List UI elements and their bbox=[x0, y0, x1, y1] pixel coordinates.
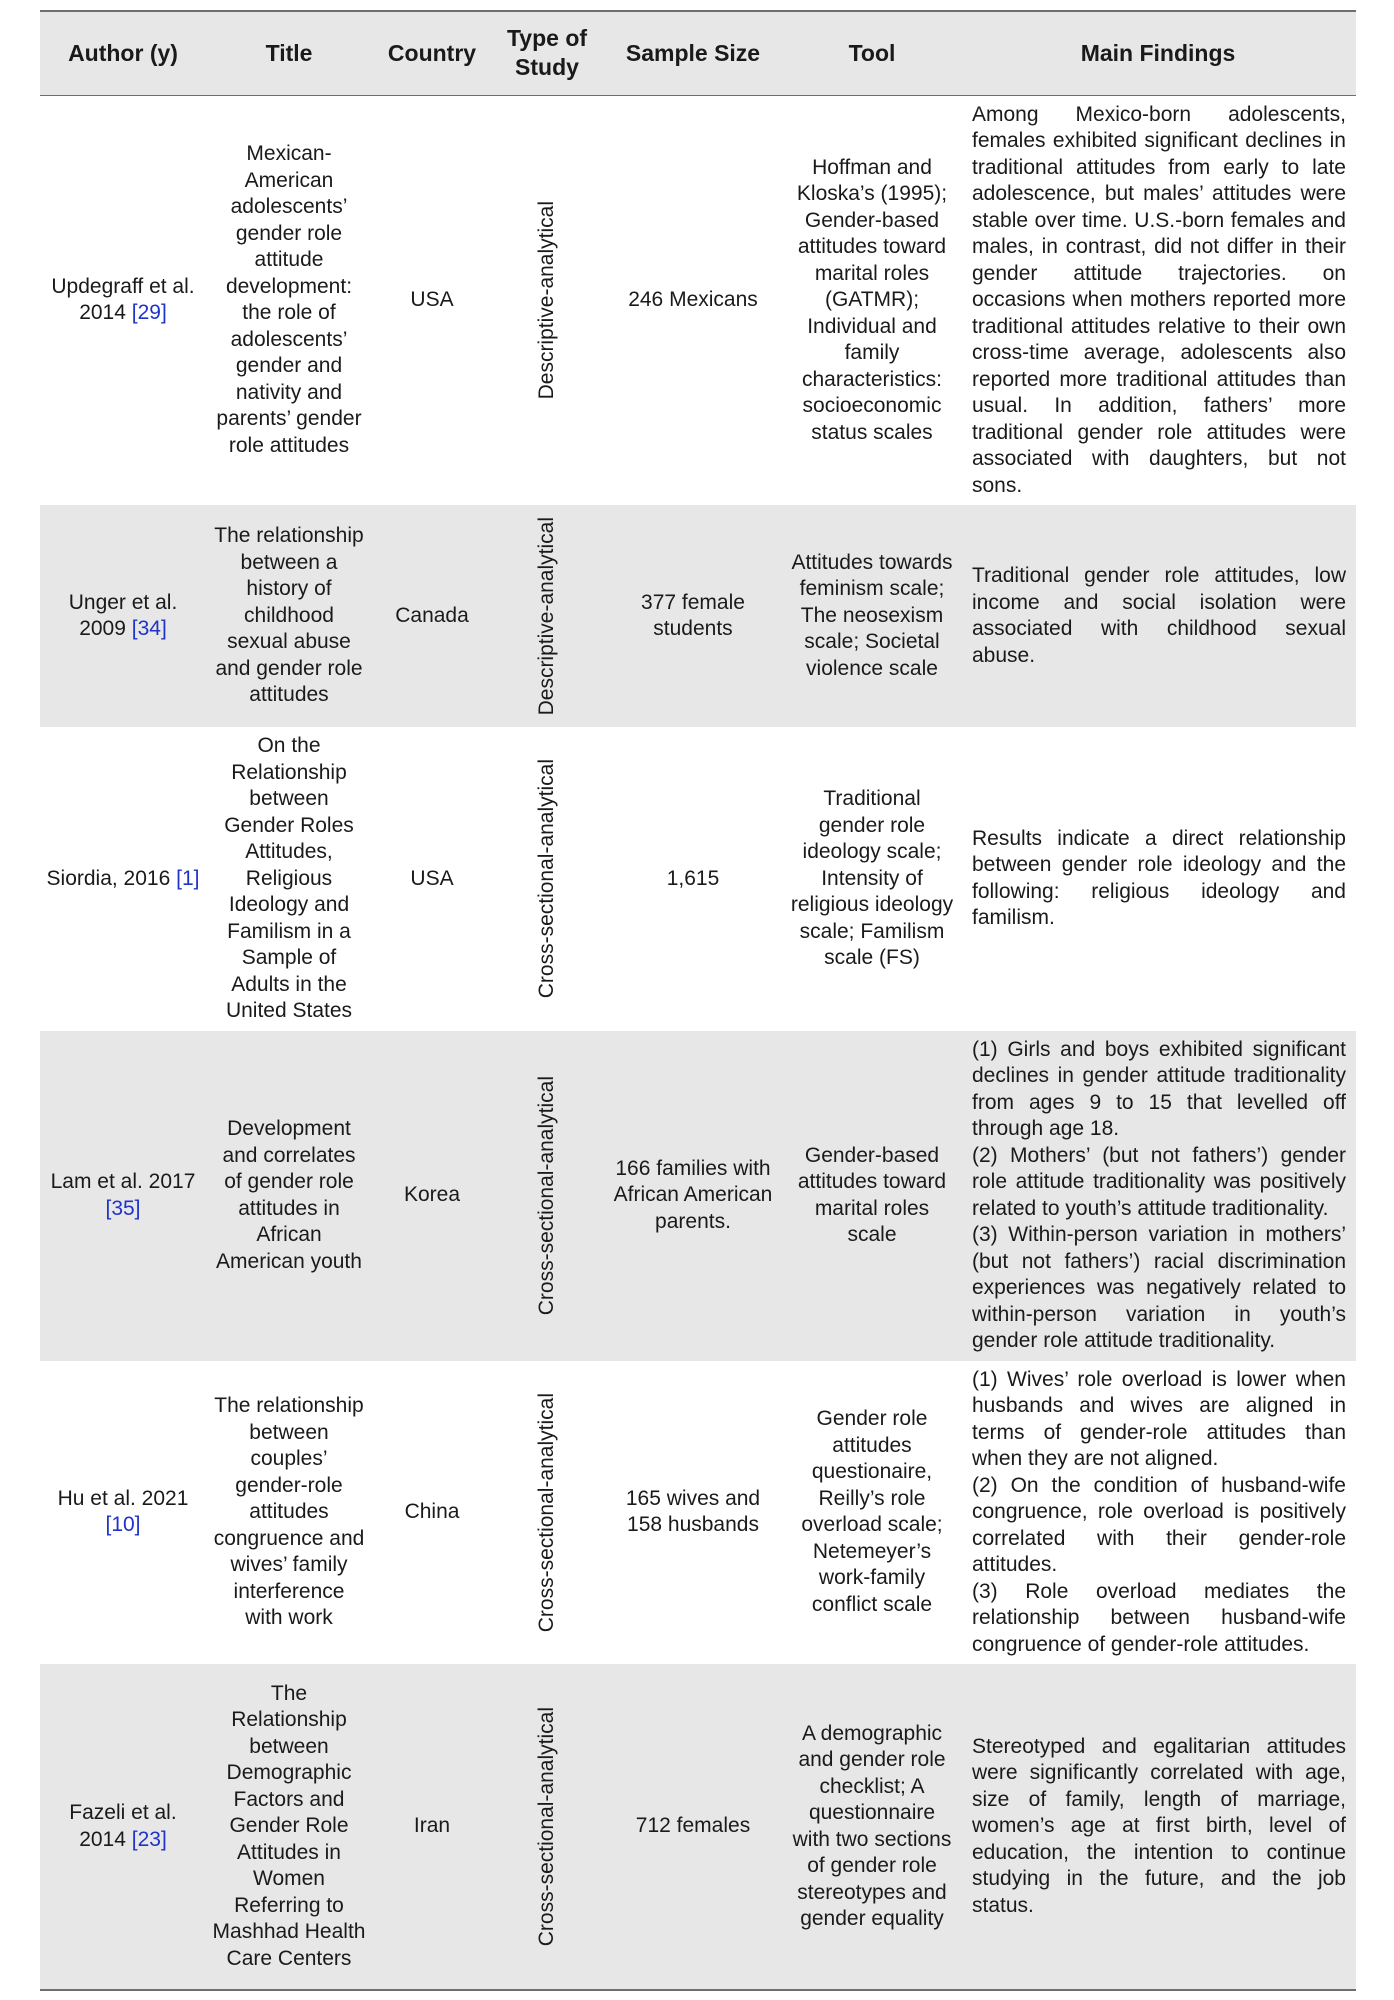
table-row bbox=[40, 727, 1356, 1031]
citation-link[interactable]: [29] bbox=[131, 301, 167, 325]
header-sample-size: Sample Size bbox=[625, 39, 761, 66]
findings-cell: Stereotyped and egalitarian attitudes were significantly correlated with age, size of family, length of marriage, women’s age at first birth, level of education, the intention to continue studying in the future, and the job status. bbox=[972, 1734, 1346, 1917]
country-cell: Canada bbox=[395, 603, 469, 627]
tool-cell: Attitudes towards feminism scale; The neosexism scale; Societal violence scale bbox=[791, 550, 953, 680]
header-author: Author (y) bbox=[68, 39, 178, 66]
sample-cell: 166 families with African American parents. bbox=[613, 1156, 773, 1233]
sample-cell: 165 wives and 158 husbands bbox=[625, 1486, 761, 1537]
title-cell: On the Relationship between Gender Roles Attitudes, Religious Ideology and Familism in a Sample of Adults in the United States bbox=[224, 734, 354, 1022]
table-body bbox=[40, 95, 1356, 1990]
title-cell: The relationship between couples’ gender-role attitudes congruence and wives’ family interference with work bbox=[213, 1394, 365, 1629]
findings-cell: Traditional gender role attitudes, low income and social isolation were associated with childhood sexual abuse. bbox=[972, 564, 1346, 667]
author-cell: Hu et al. 2021 [10] bbox=[57, 1486, 189, 1537]
tool-cell: Hoffman and Kloska’s (1995); Gender-based attitudes toward marital roles (GATMR); Individual and family characteristics: socioeconomic status scales bbox=[796, 155, 948, 444]
table-row bbox=[40, 1031, 1356, 1361]
table-header bbox=[40, 11, 1356, 95]
header-tool: Tool bbox=[848, 39, 896, 66]
type-cell: Cross-sectional-analytical bbox=[534, 1706, 558, 1947]
table-row bbox=[40, 1664, 1356, 1990]
table-row bbox=[40, 1361, 1356, 1665]
country-cell: USA bbox=[410, 288, 454, 311]
citation-link[interactable]: [35] bbox=[105, 1196, 141, 1220]
tool-cell: Traditional gender role ideology scale; Intensity of religious ideology scale; Familism scale (FS) bbox=[790, 787, 954, 969]
findings-cell: Results indicate a direct relationship between gender role ideology and the following: religious ideology and familism. bbox=[972, 826, 1346, 930]
sample-cell: 377 female students bbox=[641, 590, 745, 640]
type-cell: Cross-sectional-analytical bbox=[534, 1392, 558, 1632]
header-main-findings: Main Findings bbox=[1080, 39, 1236, 66]
author-cell: Updegraff et al. 2014 [29] bbox=[51, 274, 195, 325]
type-cell: Cross-sectional-analytical bbox=[534, 759, 558, 999]
sample-cell: 246 Mexicans bbox=[628, 288, 758, 311]
title-cell: The relationship between a history of childhood sexual abuse and gender role attitudes bbox=[214, 524, 364, 707]
citation-link[interactable]: [1] bbox=[176, 866, 200, 890]
title-cell: Development and correlates of gender role attitudes in African American youth bbox=[216, 1117, 362, 1273]
type-cell: Descriptive-analytical bbox=[534, 516, 558, 716]
header-row bbox=[40, 11, 1356, 95]
header-type-of-study: Type of Study bbox=[506, 25, 588, 81]
country-cell: China bbox=[404, 1500, 460, 1523]
title-cell: Mexican-American adolescents’ gender role attitude development: the role of adolescents’ gender and nativity and parents’ gender role attitudes bbox=[216, 142, 362, 457]
findings-cell: (1) Wives’ role overload is lower when husbands and wives are aligned in terms of gender-role attitudes than when they are not aligned. (2) On the condition of husband-wife congruence, role overload is positively correlated with their gender-role attitudes. (3) Role overload mediates the relationship between husband-wife congruence of gender-role attitudes. bbox=[972, 1367, 1346, 1656]
title-cell: The Relationship between Demographic Factors and Gender Role Attitudes in Women Referring to Mashhad Health Care Centers bbox=[212, 1681, 366, 1970]
tool-cell: A demographic and gender role checklist; A questionnaire with two sections of gender role stereotypes and gender equality bbox=[792, 1721, 952, 1930]
findings-cell: Among Mexico-born adolescents, females exhibited significant declines in traditional attitudes from early to late adolescence, but males’ attitudes were stable over time. U.S.-born females and males, in contrast, did not differ in their gender attitude trajectories. on occasions when mothers reported more traditional attitudes relative to their own cross-time average, adolescents also reported more traditional attitudes than usual. In addition, fathers’ more traditional gender role attitudes were associated with daughters, but not sons. bbox=[972, 102, 1346, 497]
studies-table-container bbox=[40, 10, 1356, 1991]
citation-link[interactable]: [23] bbox=[131, 1827, 167, 1851]
type-cell: Cross-sectional-analytical bbox=[534, 1075, 558, 1316]
author-cell: Lam et al. 2017 [35] bbox=[50, 1170, 196, 1220]
sample-cell: 712 females bbox=[635, 1814, 751, 1838]
header-title: Title bbox=[265, 39, 313, 66]
citation-link[interactable]: [10] bbox=[105, 1513, 141, 1537]
type-cell: Descriptive-analytical bbox=[534, 201, 558, 400]
author-cell: Fazeli et al. 2014 [23] bbox=[69, 1801, 177, 1851]
header-country: Country bbox=[387, 39, 477, 66]
tool-cell: Gender-based attitudes toward marital roles scale bbox=[797, 1143, 947, 1246]
author-cell: Siordia, 2016 [1] bbox=[46, 866, 200, 890]
author-cell: Unger et al. 2009 [34] bbox=[68, 590, 178, 640]
sample-cell: 1,615 bbox=[666, 866, 720, 890]
country-cell: USA bbox=[410, 866, 454, 890]
country-cell: Iran bbox=[413, 1814, 451, 1838]
citation-link[interactable]: [34] bbox=[131, 617, 167, 640]
table-row bbox=[40, 505, 1356, 727]
tool-cell: Gender role attitudes questionaire, Reilly’s role overload scale; Netemeyer’s work-family conflict scale bbox=[801, 1407, 943, 1616]
table-row bbox=[40, 95, 1356, 505]
findings-cell: (1) Girls and boys exhibited significant declines in gender attitude traditionality from ages 9 to 15 that levelled off through age 18. (2) Mothers’ (but not fathers’) gender role attitude traditionality was positively related to youth’s attitude traditionality. (3) Within-person variation in mothers’ (but not fathers’) racial discrimination experiences was negatively related to within-person variation in youth’s gender role attitude traditionality. bbox=[972, 1037, 1346, 1352]
studies-table bbox=[40, 10, 1356, 1991]
country-cell: Korea bbox=[403, 1183, 461, 1207]
